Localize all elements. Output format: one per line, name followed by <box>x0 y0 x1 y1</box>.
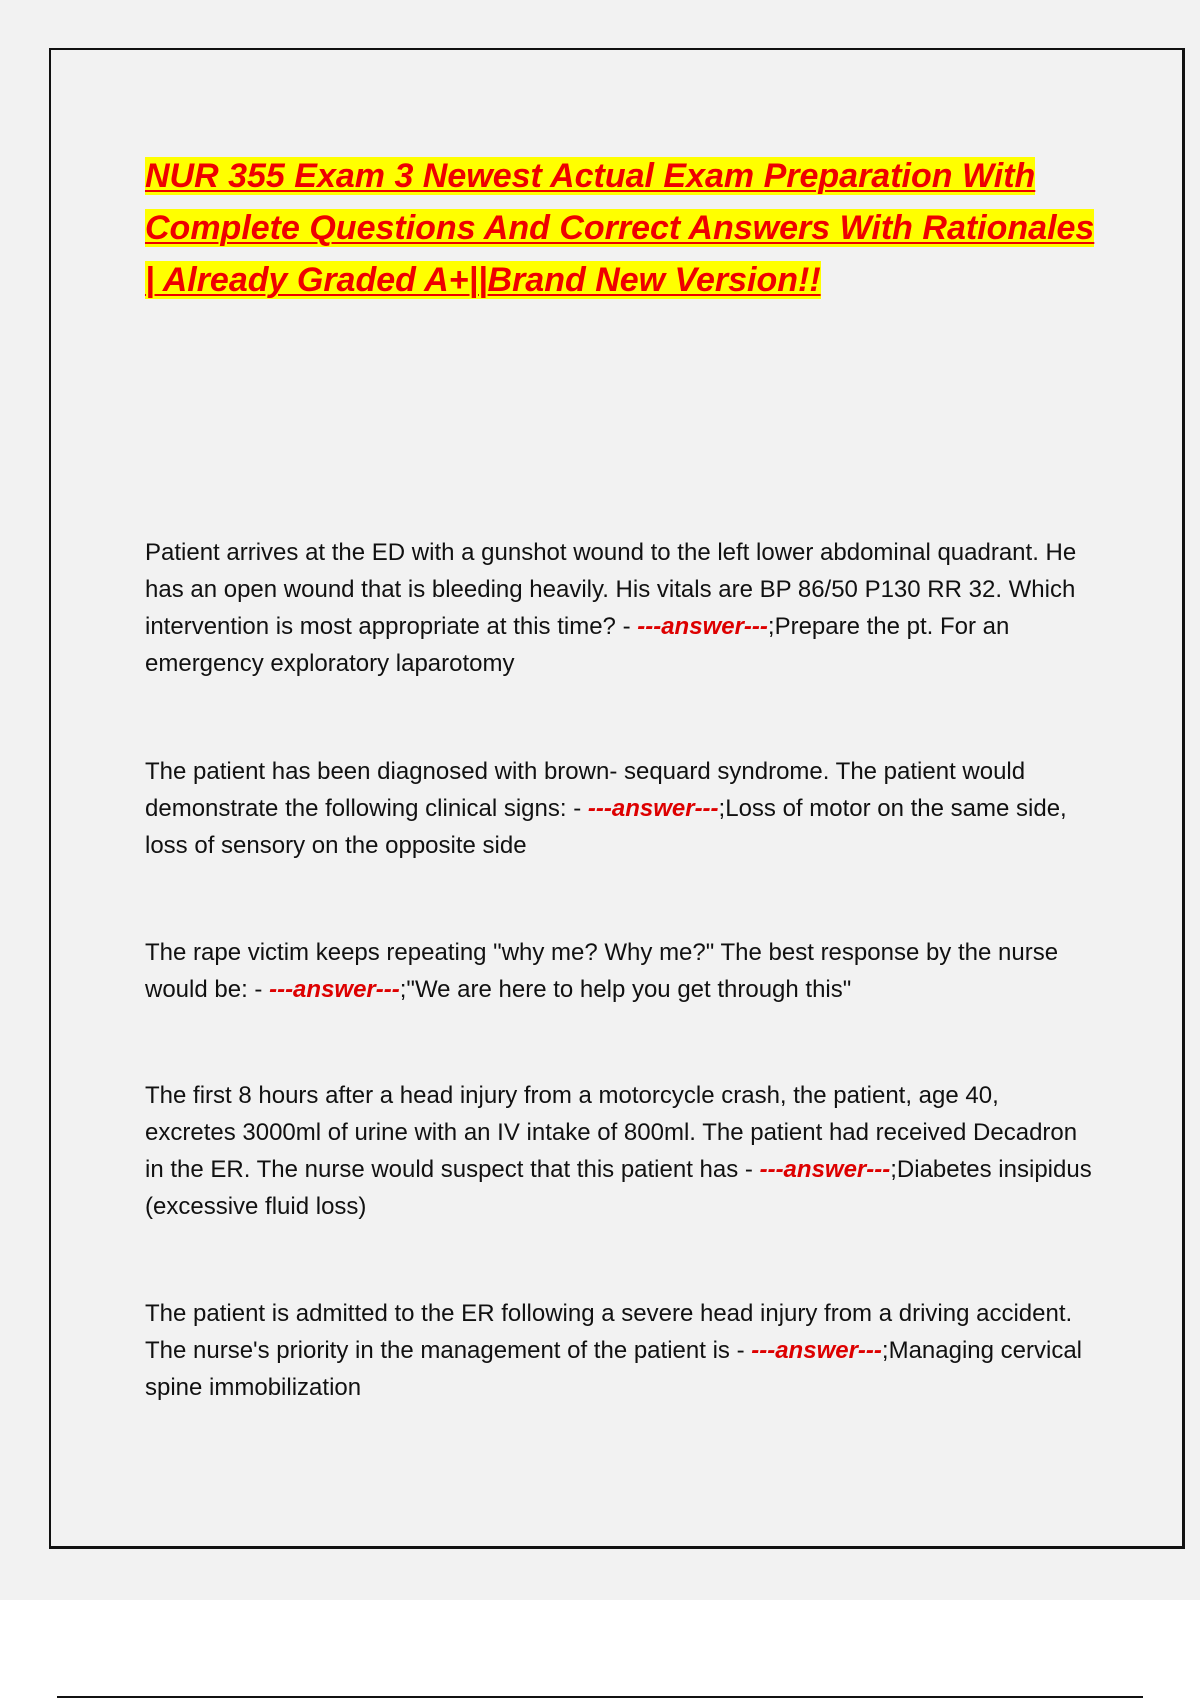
document-title <box>145 150 1105 306</box>
answer-marker: ---answer--- <box>587 795 719 822</box>
qa-item <box>145 1077 1095 1225</box>
answer-text: ;"We are here to help you get through this" <box>399 976 852 1003</box>
question-text: The patient has been diagnosed with brown- sequard syndrome. The patient would demonstrate the following clinical signs: - <box>145 758 1026 822</box>
question-text: The patient is admitted to the ER following a severe head injury from a driving accident. The nurse's priority in the management of the patient is - <box>145 1300 1073 1364</box>
footer-divider <box>57 1696 1143 1698</box>
qa-item <box>145 934 1095 1008</box>
qa-item <box>145 753 1095 864</box>
qa-item <box>145 1295 1095 1406</box>
answer-text: ;Loss of motor on the same side, loss of sensory on the opposite side <box>145 795 1067 859</box>
answer-marker: ---answer--- <box>751 1337 882 1364</box>
answer-text: ;Diabetes insipidus (excessive fluid loss) <box>145 1156 1092 1220</box>
question-text: Patient arrives at the ED with a gunshot wound to the left lower abdominal quadrant. He has an open wound that is bleeding heavily. His vitals are BP 86/50 P130 RR 32. Which intervention is most appropriate at this time? - <box>145 539 1077 640</box>
answer-text: ;Prepare the pt. For an emergency exploratory laparotomy <box>145 613 1010 677</box>
answer-text: ;Managing cervical spine immobilization <box>145 1337 1083 1401</box>
qa-item <box>145 534 1095 682</box>
answer-marker: ---answer--- <box>269 976 400 1003</box>
document-title-text: NUR 355 Exam 3 Newest Actual Exam Preparation With Complete Questions And Correct Answers With Rationales | Already Graded A+||Brand New Version!! <box>145 157 1095 299</box>
answer-marker: ---answer--- <box>637 613 768 640</box>
answer-marker: ---answer--- <box>759 1156 891 1183</box>
question-text: The rape victim keeps repeating "why me? Why me?" The best response by the nurse would be: - <box>145 939 1059 1003</box>
question-text: The first 8 hours after a head injury from a motorcycle crash, the patient, age 40, excretes 3000ml of urine with an IV intake of 800ml. The patient had received Decadron in the ER. The nurse would suspect that this patient has - <box>145 1082 1078 1183</box>
